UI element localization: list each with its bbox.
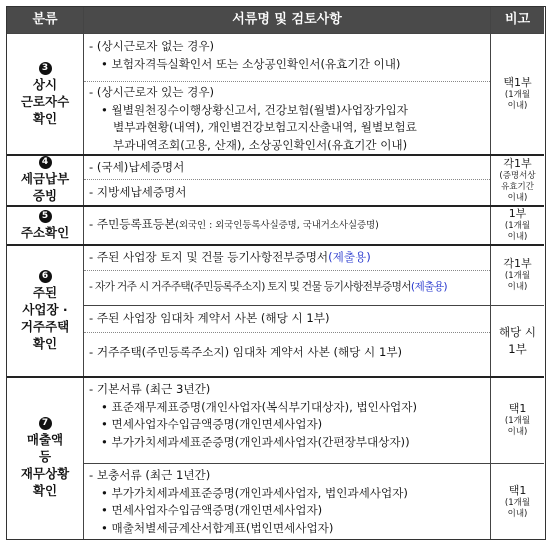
document-list	[89, 381, 489, 451]
list-item: • 표준재무제표증명(개인사업자(복식부기대상자), 법인사업자)	[101, 399, 417, 414]
note-text: 택1	[508, 402, 527, 415]
note-subtext: (1개월 이내)	[504, 497, 531, 519]
list-item-tag: (제출용)	[410, 280, 447, 293]
category-title: 주된	[32, 284, 58, 300]
list-item: 별부과현황(내역), 개인별건강보험고지산출내역, 월별보험료	[113, 120, 417, 134]
document-list	[89, 38, 489, 73]
divider	[7, 205, 544, 207]
category-title: 등	[38, 449, 52, 464]
divider	[84, 81, 490, 82]
category-title: 세금납부	[20, 171, 70, 186]
category-cell-7	[7, 377, 83, 539]
list-item-detail: (외국인 : 외국인등록사실증명, 국내거소사실증명)	[175, 220, 379, 231]
list-item: • 보험자격득실확인서 또는 소상공인확인서(유효기간 이내)	[101, 56, 401, 71]
document-list	[89, 278, 493, 296]
list-item	[89, 216, 489, 235]
divider	[84, 270, 490, 271]
divider	[7, 33, 544, 34]
list-item: • 부가가치세과세표준증명(개인과세사업자(간편장부대상자))	[101, 434, 410, 449]
note-text: 택1부	[503, 76, 532, 89]
list-item: - (국세)납세증명서	[89, 160, 185, 174]
divider	[7, 244, 544, 246]
category-cell-3	[7, 34, 83, 154]
header-documents: 서류명 및 검토사항	[232, 12, 342, 27]
note-text: 각1부	[503, 156, 532, 170]
divider	[84, 179, 490, 180]
section-number-badge: 3	[39, 62, 52, 75]
category-title: 재무상황	[20, 466, 70, 481]
note-cell	[491, 34, 544, 154]
header-category: 분류	[32, 12, 58, 27]
divider	[84, 305, 544, 306]
category-cell-4	[7, 155, 83, 205]
list-item: • 매출처별세금계산서합계표(법인면세사업자)	[101, 520, 334, 535]
header-note: 비고	[504, 12, 531, 27]
note-text: 각1부	[503, 257, 532, 270]
divider	[83, 7, 84, 539]
section-number-badge: 5	[39, 210, 52, 223]
document-list	[89, 84, 489, 154]
category-title: 매출액	[26, 432, 64, 447]
category-cell-6	[7, 245, 83, 376]
note-text: 1부	[508, 207, 527, 220]
document-list	[89, 249, 489, 267]
note-subtext: (1개월 이내)	[504, 271, 531, 292]
document-list	[89, 216, 489, 235]
list-item: • 면세사업자수입금액증명(개인면세사업자)	[101, 417, 323, 431]
note-subtext: (증명서상 유효기간 이내)	[499, 170, 536, 203]
list-item: • 월별원천징수이행상황신고서, 건강보험(월별)사업장가입자	[101, 102, 408, 117]
list-item-tag: (제출용)	[328, 250, 371, 264]
note-text: 택1	[508, 483, 527, 497]
list-item: - 지방세납세증명서	[89, 185, 187, 199]
list-item: - 기본서류 (최근 3년간)	[89, 382, 211, 396]
category-cell-5	[7, 206, 83, 244]
list-item: - (상시근로자 있는 경우)	[89, 85, 215, 99]
note-cell	[491, 155, 544, 205]
category-title: 확인	[32, 483, 58, 498]
table-header	[7, 7, 544, 33]
list-item	[89, 278, 493, 296]
category-title: 사업장 ·	[22, 301, 68, 317]
document-list	[89, 344, 489, 362]
divider	[7, 154, 544, 156]
note-subtext: (1개월 이내)	[504, 221, 531, 242]
category-title: 거주주택	[20, 318, 70, 334]
note-cell	[491, 306, 544, 376]
note-subtext: (1개월 이내)	[504, 90, 531, 111]
divider	[84, 463, 544, 464]
list-item: - 거주주택(주민등록주소지) 임대차 계약서 사본 (해당 시 1부)	[89, 345, 403, 359]
note-subtext: (1개월 이내)	[504, 416, 531, 437]
note-cell	[491, 206, 544, 244]
list-item: • 면세사업자수입금액증명(개인면세사업자)	[101, 503, 323, 517]
list-item	[89, 249, 489, 267]
list-item: - (상시근로자 없는 경우)	[89, 39, 215, 53]
category-title: 확인	[32, 335, 58, 351]
document-table	[6, 6, 546, 540]
document-list	[89, 159, 489, 177]
list-item-main: - 자가 거주 시 거주주택(주민등록주소지) 토지 및 건물 등기사항전부증명서	[89, 280, 411, 293]
list-item: • 부가가치세과세표준증명(개인과세사업자, 법인과세사업자)	[101, 485, 408, 500]
note-cell	[491, 464, 544, 539]
category-title: 근로자수	[20, 93, 70, 109]
section-number-badge: 4	[39, 156, 52, 169]
divider	[7, 376, 544, 378]
note-cell	[491, 245, 544, 305]
list-item-main: - 주된 사업장 토지 및 건물 등기사항전부증명서	[89, 250, 329, 264]
note-cell	[491, 377, 544, 463]
category-title: 상시	[32, 76, 58, 92]
list-item: - 주된 사업장 임대차 계약서 사본 (해당 시 1부)	[89, 311, 330, 325]
document-list	[89, 467, 489, 537]
document-list	[89, 310, 489, 328]
category-title: 확인	[32, 110, 58, 126]
note-text: 해당 시 1부	[499, 325, 536, 356]
divider	[84, 332, 490, 333]
document-list	[89, 184, 489, 202]
list-item: - 보충서류 (최근 1년간)	[89, 468, 211, 482]
section-number-badge: 7	[39, 417, 52, 430]
category-title: 주소확인	[20, 224, 70, 240]
list-item-main: - 주민등록표등본	[89, 217, 176, 231]
category-title: 증빙	[32, 188, 58, 203]
list-item: 부과내역조회(고용, 산재), 소상공인확인서(유효기간 이내)	[113, 137, 408, 152]
section-number-badge: 6	[39, 270, 52, 283]
